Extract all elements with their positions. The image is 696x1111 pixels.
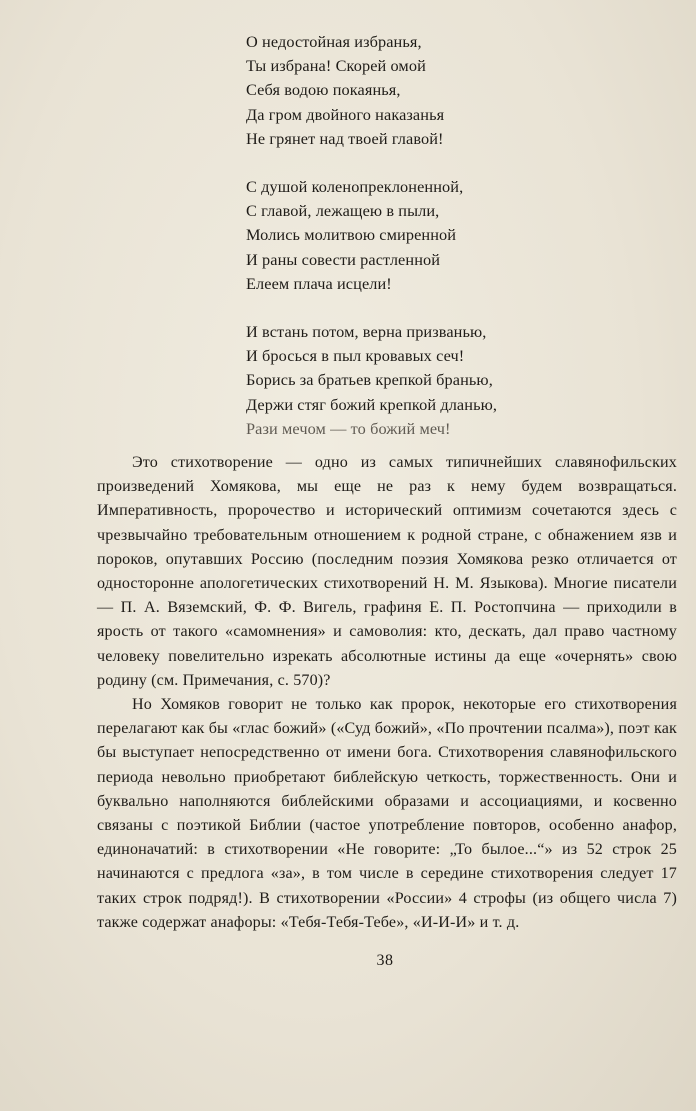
poem-line: Держи стяг божий крепкой дланью,: [246, 394, 498, 414]
poem-stanza-1: [246, 30, 666, 151]
poem-stanza-3: [246, 320, 666, 441]
poem-line: С душой коленопреклоненной,: [246, 177, 464, 197]
poem-line: Борись за братьев крепкой бранью,: [246, 370, 493, 390]
paragraph-1: Это стихотворение — одно из самых типичнейших славянофильских произведений Хомякова, мы еще не раз к нему будем возвращаться. Императивность, пророчество и исторический оптимизм сочетаются здесь с чрезвычайно требовательным отношением к родной стране, с обнажением язв и пороков, опутавших Россию (последним поэзия Хомякова резко отличается от односторонне апологетических стихотворений Н. М. Языкова). Многие писатели — П. А. Вяземский, Ф. Ф. Вигель, графиня Е. П. Ростопчина — приходили в ярость от такого «самомнения» и самоволия: кто, дескать, дал право частному человеку повелительно изрекать абсолютные истины да еще «очернять» свою родину (см. Примечания, с. 570)?: [97, 454, 677, 689]
page-number: 38: [376, 952, 394, 969]
poem-line: С главой, лежащею в пыли,: [246, 201, 440, 221]
poem-line: Елеем плача исцели!: [246, 273, 392, 293]
poem-line: Рази мечом — то божий меч!: [246, 418, 451, 438]
poem-line: О недостойная избранья,: [246, 32, 422, 51]
poem: [246, 30, 666, 441]
poem-line: Молись молитвою смиренной: [246, 225, 457, 245]
poem-line: Да гром двойного наказанья: [246, 104, 445, 124]
paragraph-2: Но Хомяков говорит не только как пророк, некоторые его стихотворения перелагают как бы «глас божий» («Суд божий», «По прочтении псалма»), поэт как бы выступает непосредственно от имени бога. Стихотворения славянофильского периода невольно приобретают библейскую четкость, торжественность. Они и буквально наполняются библейскими образами и ассоциациями, и косвенно связаны с поэтикой Библии (частое употребление повторов, особенно анафор, единоначатий: в стихотворении «Не говорите: „То былое...“» из 52 строк 25 начинаются с предлога «за», в том числе в середине стихотворения следует 17 таких строк подряд!). В стихотворении «России» 4 строфы (из общего числа 7) также содержат анафоры: «Тебя-Тебя-Тебе», «И-И-И» и т. д.: [97, 696, 677, 931]
poem-line: Себя водою покаянья,: [246, 80, 401, 100]
poem-line: И бросься в пыл кровавых сеч!: [246, 346, 465, 366]
poem-line: Не грянет над твоей главой!: [246, 128, 444, 148]
poem-line: Ты избрана! Скорей омой: [246, 56, 426, 76]
poem-stanza-2: [246, 175, 666, 296]
poem-line: И встань потом, верна призванью,: [246, 322, 487, 342]
poem-line: И раны совести растленной: [246, 249, 441, 269]
commentary-text: [97, 451, 677, 935]
